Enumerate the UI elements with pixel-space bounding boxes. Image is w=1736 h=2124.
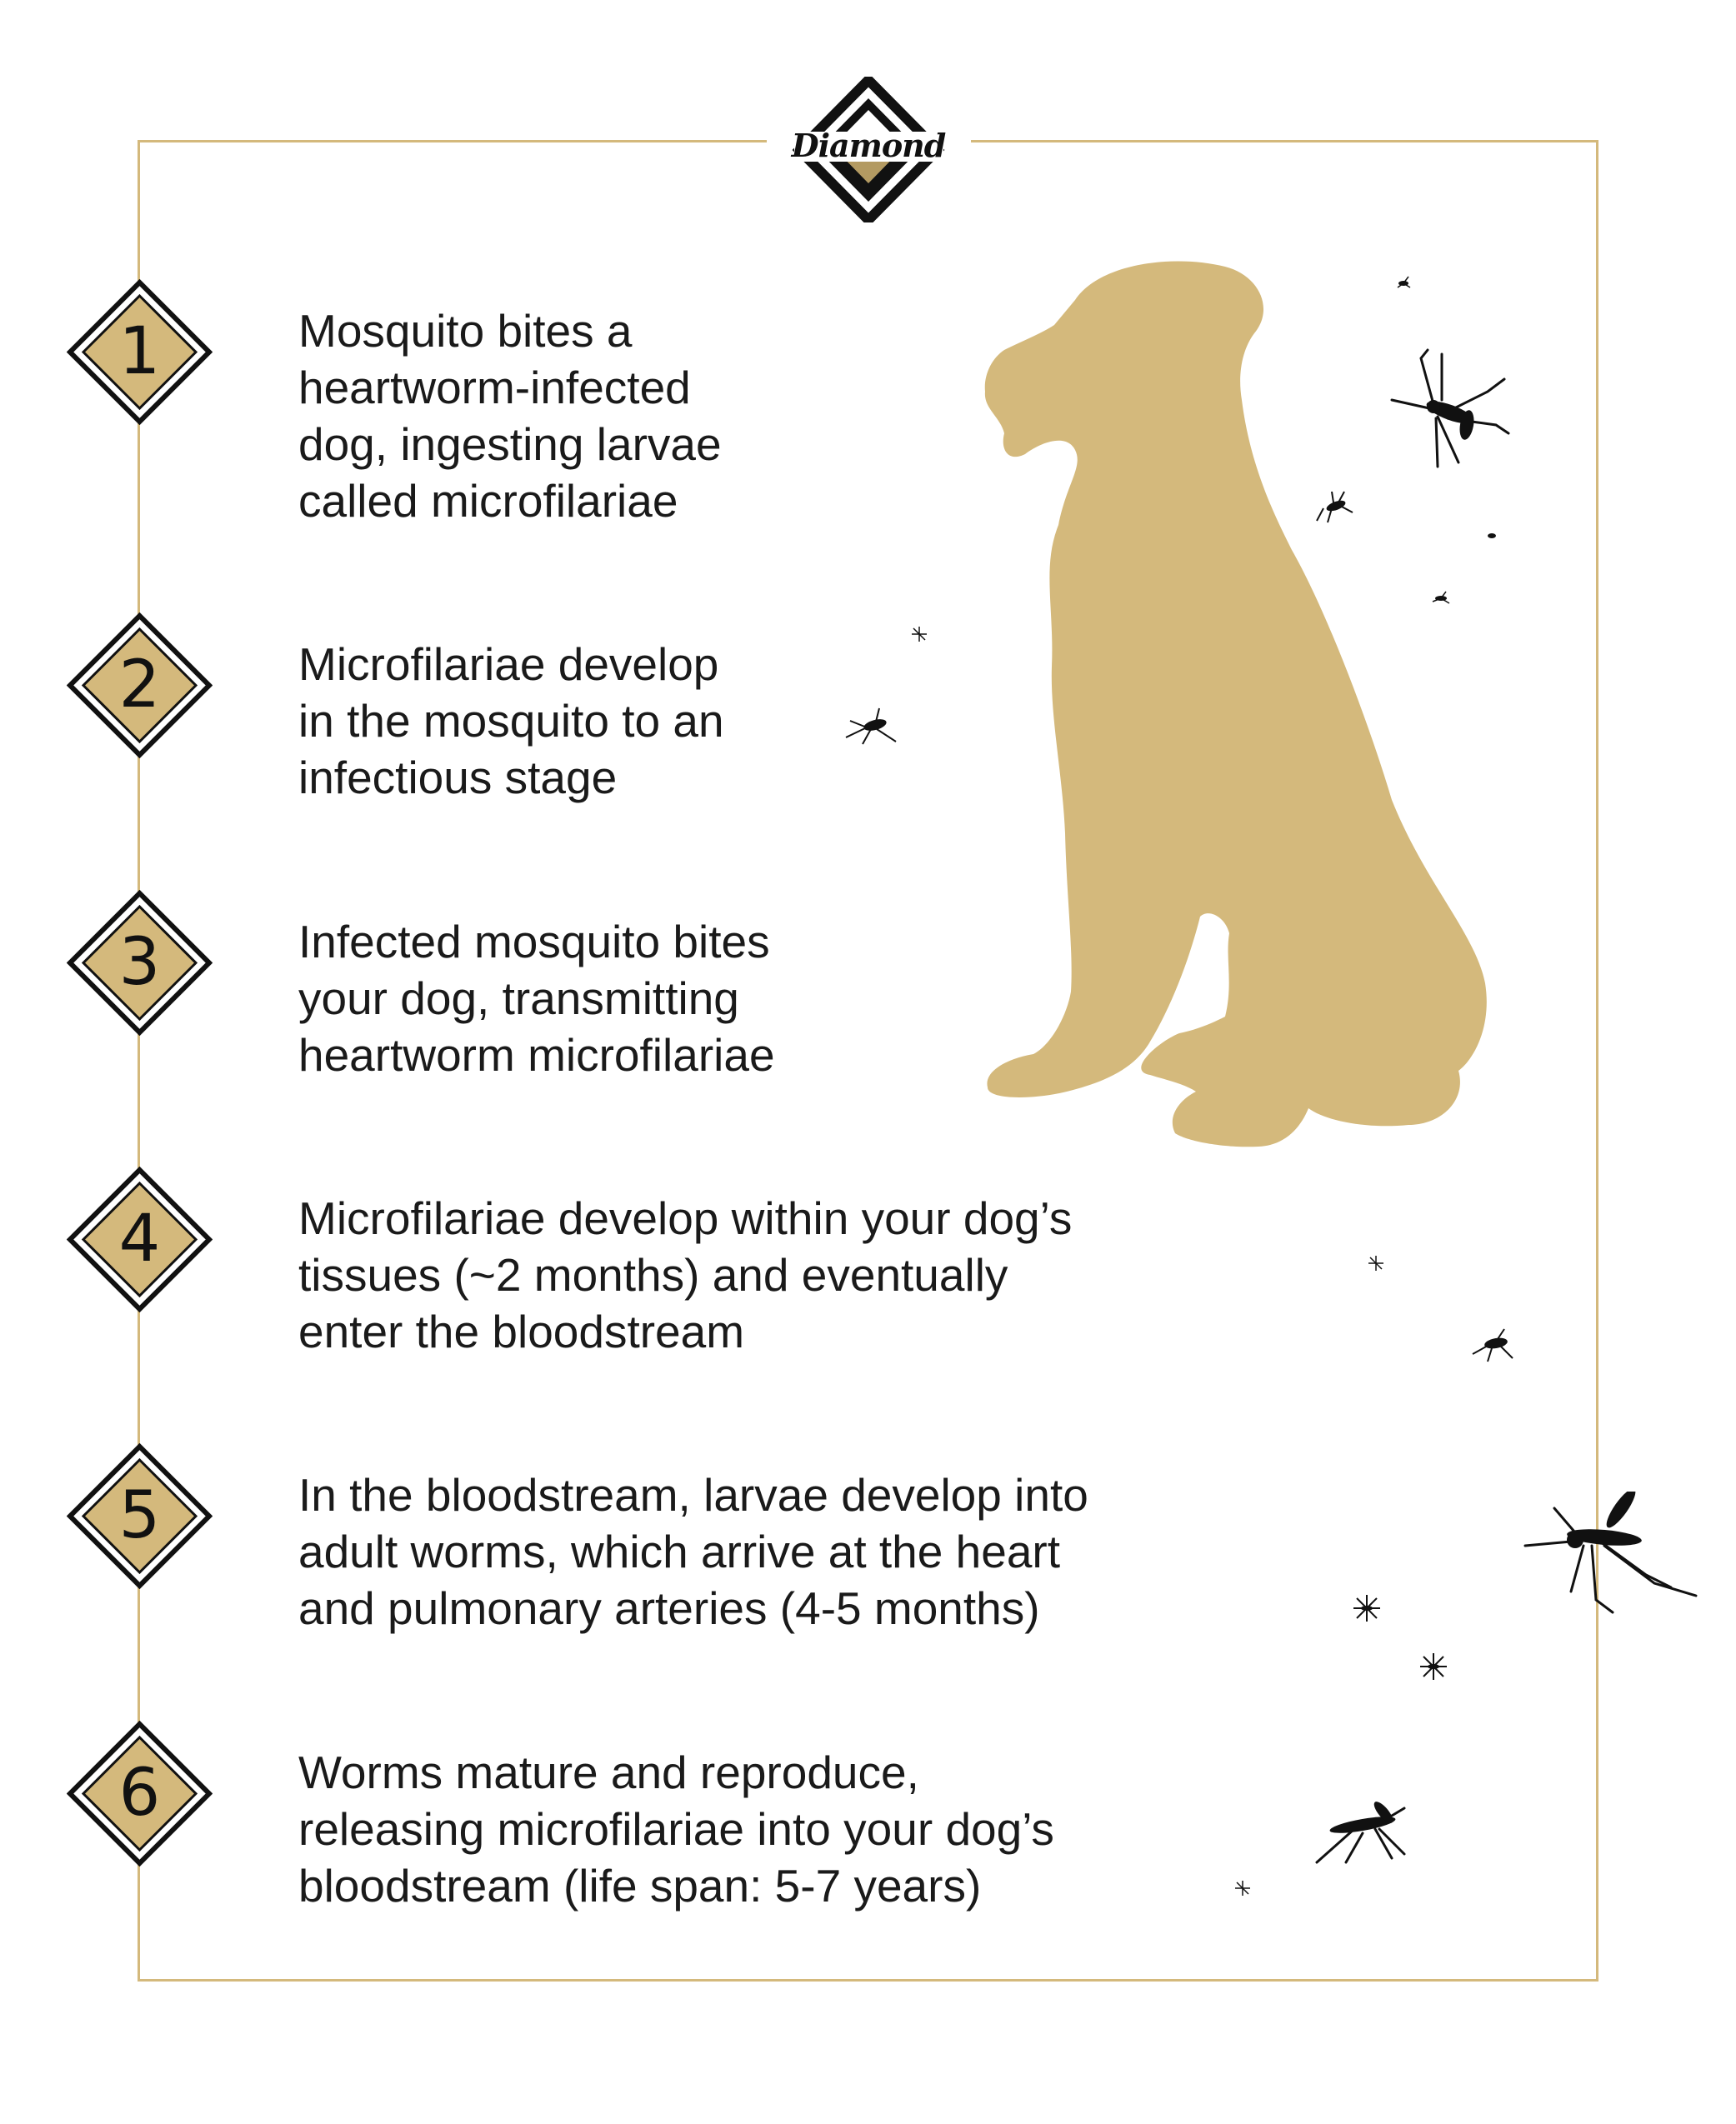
step-text: Microfilariae develop within your dog’s tissues (~2 months) and eventually enter the bloodstream <box>298 1192 1073 1357</box>
diamond-logo <box>788 77 950 222</box>
mosquito-icon <box>1483 529 1500 542</box>
mosquito-icon <box>1315 487 1357 525</box>
step-badge <box>67 612 213 758</box>
step-text: Microfilariae develop in the mosquito to an infectious stage <box>298 638 724 803</box>
step-text: Infected mosquito bites your dog, transmitting heartworm microfilariae <box>298 916 775 1081</box>
mosquito-icon <box>1367 1254 1385 1272</box>
mosquito-icon <box>1429 590 1453 607</box>
step-5 <box>67 1443 1233 1634</box>
step-text: In the bloodstream, larvae develop into adult worms, which arrive at the heart and pulmonary arteries (4-5 months) <box>298 1469 1088 1634</box>
mosquito-icon <box>1393 275 1414 292</box>
mosquito-icon <box>1417 1650 1450 1683</box>
step-number: 4 <box>118 1202 161 1277</box>
step-text: Worms mature and reproduce, releasing microfilariae into your dog’s bloodstream (life span: 5-7 years) <box>298 1747 1054 1912</box>
mosquito-icon <box>1471 1325 1517 1362</box>
step-4 <box>67 1167 1233 1357</box>
step-text: Mosquito bites a heartworm-infected dog, ingesting larvae called microfilariae <box>298 305 722 527</box>
step-badge <box>67 1721 213 1867</box>
step-number: 6 <box>118 1756 161 1831</box>
mosquito-icon <box>1350 1592 1383 1625</box>
mosquito-icon <box>1521 1492 1704 1617</box>
mosquito-icon <box>1313 1796 1413 1867</box>
step-badge <box>67 279 213 425</box>
step-badge <box>67 1167 213 1312</box>
mosquito-icon <box>910 625 928 643</box>
logo-wordmark: Diamond <box>791 127 946 164</box>
step-badge <box>67 890 213 1036</box>
step-number: 3 <box>118 925 161 1000</box>
step-6 <box>67 1721 1233 1912</box>
step-number: 5 <box>118 1478 161 1553</box>
mosquito-icon <box>1233 1879 1252 1897</box>
mosquito-icon <box>842 704 900 746</box>
mosquito-icon <box>1388 342 1513 475</box>
step-badge <box>67 1443 213 1589</box>
step-number: 2 <box>118 647 161 722</box>
step-number: 1 <box>118 314 161 389</box>
